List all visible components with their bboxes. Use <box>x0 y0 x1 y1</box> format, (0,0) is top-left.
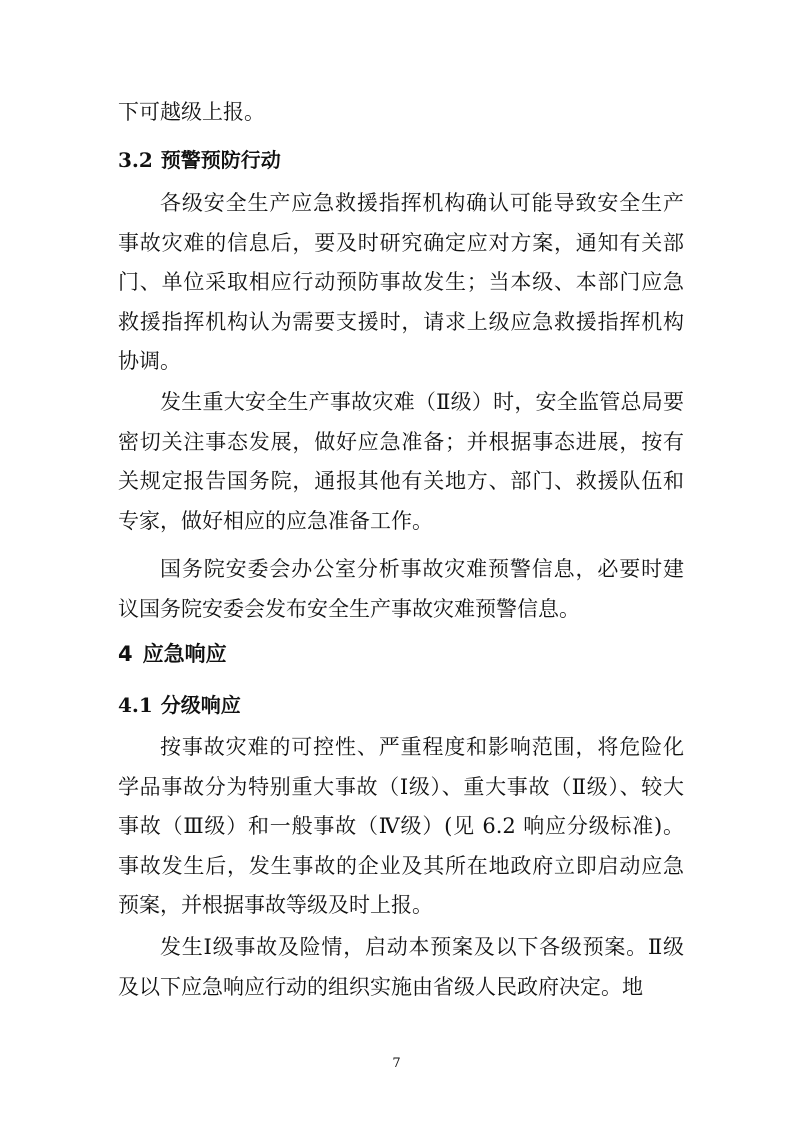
section-title: 预警预防行动 <box>160 148 281 172</box>
paragraph: 各级安全生产应急救援指挥机构确认可能导致安全生产事故灾难的信息后，要及时研究确定应对方案，通知有关部门、单位采取相应行动预防事故发生；当本级、本部门应急救援指挥机构认为需要支援时，请求上级应急救援指挥机构协调。 <box>118 191 684 373</box>
section-number: 3.2 <box>118 148 153 172</box>
paragraph: 按事故灾难的可控性、严重程度和影响范围，将危险化学品事故分为特别重大事故（Ⅰ级）、重大事故（Ⅱ级）、较大事故（Ⅲ级）和一般事故（Ⅳ级）(见 6.2 响应分级标准)。事故发生后，发生事故的企业及其所在地政府立即启动应急预案，并根据事故等级及时上报。 <box>118 735 684 917</box>
section-number: 4 <box>118 642 133 666</box>
page-number: 7 <box>392 1056 401 1071</box>
section-heading-4 <box>118 639 227 669</box>
section-heading-4-1 <box>118 691 241 719</box>
section-title: 应急响应 <box>142 642 227 666</box>
section-title: 分级响应 <box>160 693 241 717</box>
continuation-text: 下可越级上报。 <box>118 100 265 124</box>
paragraph: 国务院安委会办公室分析事故灾难预警信息，必要时建议国务院安委会发布安全生产事故灾难预警信息。 <box>118 557 684 621</box>
section-number: 4.1 <box>118 693 153 717</box>
paragraph: 发生重大安全生产事故灾难（Ⅱ级）时，安全监管总局要密切关注事态发展，做好应急准备；并根据事态进展，按有关规定报告国务院，通报其他有关地方、部门、救援队伍和专家，做好相应的应急准备工作。 <box>118 390 684 533</box>
paragraph: 发生Ⅰ级事故及险情，启动本预案及以下各级预案。Ⅱ级及以下应急响应行动的组织实施由省级人民政府决定。地 <box>118 935 684 999</box>
section-heading-3-2 <box>118 146 281 174</box>
